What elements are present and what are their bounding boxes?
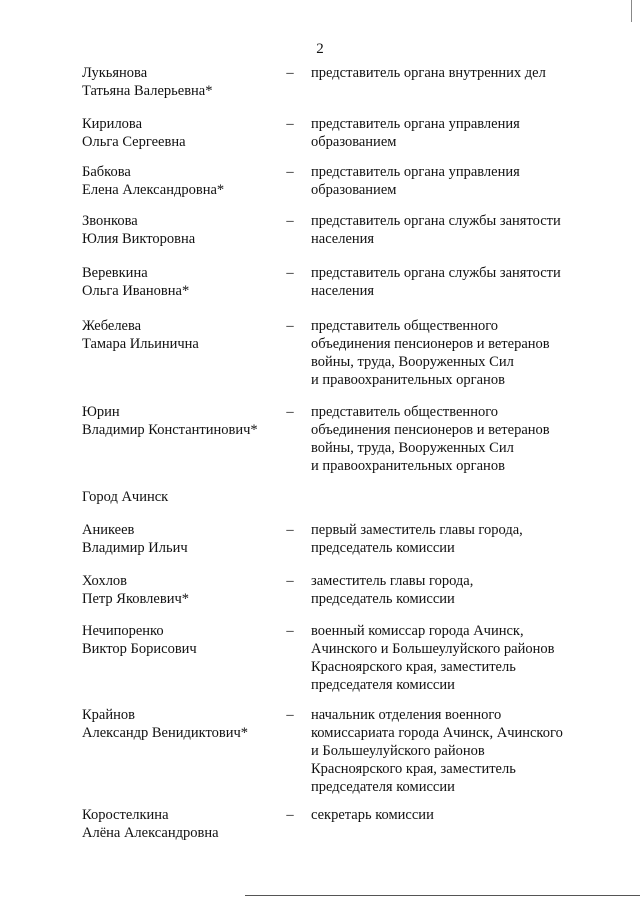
member-surname: Кирилова [82, 116, 143, 132]
role-line: первый заместитель главы города, [311, 522, 523, 538]
role-line: и Большеулуйского районов [311, 743, 485, 759]
member-surname: Юрин [82, 404, 120, 420]
member-role [311, 403, 611, 475]
role-line: образованием [311, 134, 397, 150]
member-surname: Крайнов [82, 707, 135, 723]
member-surname: Жебелева [82, 318, 142, 334]
member-surname: Хохлов [82, 573, 128, 589]
role-line: объединения пенсионеров и ветеранов [311, 422, 550, 438]
member-name [82, 64, 282, 100]
member-role [311, 317, 611, 389]
dash-separator: – [286, 807, 294, 823]
member-name [82, 264, 282, 300]
role-line: комиссариата города Ачинск, Ачинского [311, 725, 563, 741]
member-role [311, 622, 611, 694]
role-line: председатель комиссии [311, 540, 455, 556]
role-line: и правоохранительных органов [311, 458, 505, 474]
role-line: председателя комиссии [311, 779, 455, 795]
role-line: заместитель главы города, [311, 573, 474, 589]
dash-separator: – [286, 573, 294, 589]
role-line: населения [311, 283, 375, 299]
role-line: и правоохранительных органов [311, 372, 505, 388]
role-line: Ачинского и Большеулуйского районов [311, 641, 555, 657]
role-line: начальник отделения военного [311, 707, 502, 723]
member-given-names: Тамара Ильинична [82, 336, 199, 352]
dash-separator: – [286, 116, 294, 132]
member-name [82, 403, 282, 439]
dash-separator: – [286, 404, 294, 420]
member-name [82, 163, 282, 199]
member-role [311, 264, 611, 300]
dash-separator: – [286, 623, 294, 639]
member-given-names: Юлия Викторовна [82, 231, 196, 247]
dash-separator: – [286, 213, 294, 229]
bottom-divider [245, 895, 640, 896]
role-line: Красноярского края, заместитель [311, 659, 516, 675]
member-given-names: Елена Александровна* [82, 182, 225, 198]
role-line: объединения пенсионеров и ветеранов [311, 336, 550, 352]
member-surname: Аникеев [82, 522, 135, 538]
member-name [82, 212, 282, 248]
role-line: представитель органа внутренних дел [311, 65, 546, 81]
member-name [82, 115, 282, 151]
role-line: войны, труда, Вооруженных Сил [311, 354, 514, 370]
member-name [82, 622, 282, 658]
member-given-names: Александр Венидиктович* [82, 725, 249, 741]
role-line: председатель комиссии [311, 591, 455, 607]
role-line: представитель органа службы занятости [311, 213, 561, 229]
role-line: представитель органа службы занятости [311, 265, 561, 281]
member-name [82, 521, 282, 557]
page-edge-mark [631, 0, 632, 22]
role-line: населения [311, 231, 375, 247]
member-name [82, 572, 282, 608]
member-role [311, 521, 611, 557]
member-given-names: Петр Яковлевич* [82, 591, 190, 607]
member-name [82, 806, 282, 842]
dash-separator: – [286, 164, 294, 180]
member-role [311, 706, 611, 796]
member-role [311, 115, 611, 151]
member-given-names: Владимир Константинович* [82, 422, 258, 438]
member-surname: Бабкова [82, 164, 131, 180]
member-given-names: Владимир Ильич [82, 540, 188, 556]
dash-separator: – [286, 65, 294, 81]
member-name [82, 317, 282, 353]
member-surname: Веревкина [82, 265, 148, 281]
member-surname: Лукьянова [82, 65, 148, 81]
member-given-names: Виктор Борисович [82, 641, 197, 657]
member-given-names: Ольга Сергеевна [82, 134, 186, 150]
dash-separator: – [286, 318, 294, 334]
role-line: представитель органа управления [311, 116, 520, 132]
section-title: Город Ачинск [82, 489, 169, 505]
role-line: образованием [311, 182, 397, 198]
dash-separator: – [286, 265, 294, 281]
member-given-names: Алёна Александровна [82, 825, 219, 841]
role-line: представитель общественного [311, 404, 499, 420]
member-surname: Звонкова [82, 213, 138, 229]
member-role [311, 64, 611, 82]
member-surname: Нечипоренко [82, 623, 164, 639]
role-line: войны, труда, Вооруженных Сил [311, 440, 514, 456]
role-line: секретарь комиссии [311, 807, 434, 823]
member-given-names: Татьяна Валерьевна* [82, 83, 213, 99]
member-given-names: Ольга Ивановна* [82, 283, 190, 299]
member-role [311, 212, 611, 248]
member-surname: Коростелкина [82, 807, 169, 823]
member-role [311, 163, 611, 199]
role-line: представитель общественного [311, 318, 499, 334]
role-line: председателя комиссии [311, 677, 455, 693]
role-line: военный комиссар города Ачинск, [311, 623, 524, 639]
member-role [311, 806, 611, 824]
role-line: представитель органа управления [311, 164, 520, 180]
dash-separator: – [286, 522, 294, 538]
member-name [82, 706, 282, 742]
page-number: 2 [316, 41, 324, 57]
dash-separator: – [286, 707, 294, 723]
role-line: Красноярского края, заместитель [311, 761, 516, 777]
member-role [311, 572, 611, 608]
